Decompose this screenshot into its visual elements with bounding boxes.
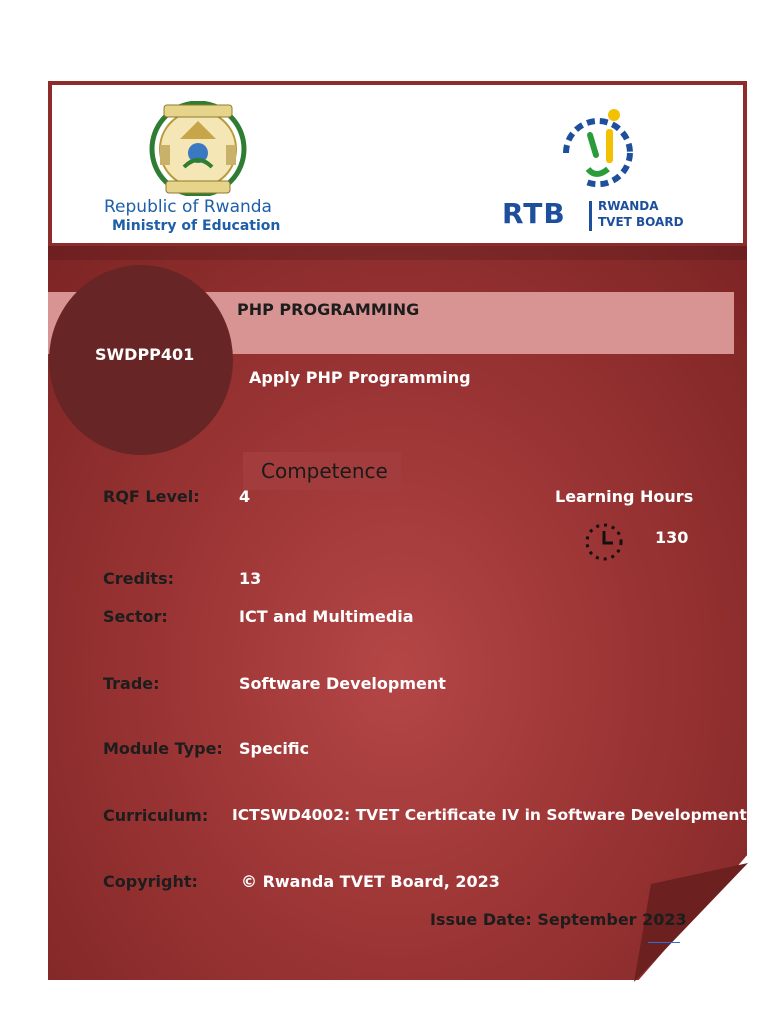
sector-value: ICT and Multimedia — [239, 607, 414, 626]
curriculum-value: ICTSWD4002: TVET Certificate IV in Software Development — [232, 806, 747, 824]
module-type-label: Module Type: — [103, 739, 223, 758]
ministry-line1: Republic of Rwanda — [104, 197, 272, 217]
module-subtitle: Apply PHP Programming — [249, 368, 471, 387]
module-category: Competence — [261, 459, 388, 483]
rtb-line2: TVET BOARD — [598, 215, 684, 229]
rqf-value: 4 — [239, 487, 251, 506]
header-logos — [48, 81, 747, 247]
rqf-label: RQF Level: — [103, 487, 200, 506]
ministry-line2: Ministry of Education — [112, 218, 281, 234]
rtb-line1: RWANDA — [598, 199, 659, 213]
card-top-band — [48, 246, 747, 260]
module-code: SWDPP401 — [95, 345, 195, 364]
coat-of-arms-logo — [140, 101, 260, 196]
learning-hours-label: Learning Hours — [555, 487, 694, 506]
credits-value: 13 — [239, 569, 262, 588]
clock-icon — [582, 521, 626, 563]
underline-mark — [648, 942, 680, 943]
rtb-emblem-icon — [556, 105, 642, 199]
copyright-label: Copyright: — [103, 872, 198, 891]
module-title: PHP PROGRAMMING — [237, 300, 420, 319]
rtb-abbrev: RTB — [502, 197, 566, 230]
trade-value: Software Development — [239, 674, 446, 693]
credits-label: Credits: — [103, 569, 174, 588]
learning-hours-value: 130 — [655, 528, 689, 547]
curriculum-label: Curriculum: — [103, 806, 209, 825]
trade-label: Trade: — [103, 674, 160, 693]
issue-date: Issue Date: September 2023 — [430, 910, 687, 929]
rtb-divider — [589, 201, 592, 231]
sector-label: Sector: — [103, 607, 168, 626]
copyright-value: © Rwanda TVET Board, 2023 — [241, 872, 500, 891]
module-type-value: Specific — [239, 739, 310, 758]
